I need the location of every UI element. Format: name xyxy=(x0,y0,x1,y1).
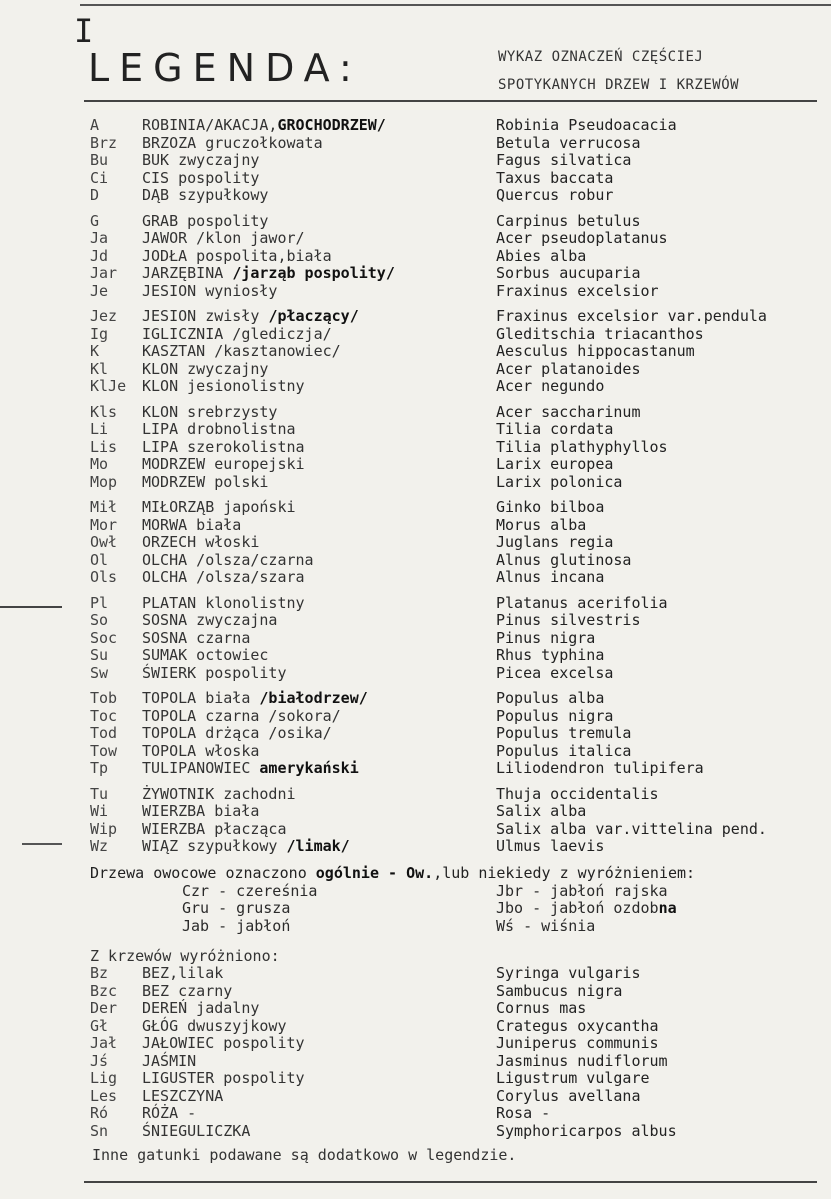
shrub-row xyxy=(0,1035,831,1053)
abbreviation: Les xyxy=(90,1086,118,1105)
shrub-row xyxy=(0,1000,831,1018)
abbreviation: Tob xyxy=(90,689,118,707)
latin-name: Pinus silvestris xyxy=(496,611,641,629)
polish-name: LESZCZYNA xyxy=(142,1086,224,1105)
shrub-row xyxy=(0,1088,831,1106)
abbreviation: Jez xyxy=(90,307,118,325)
abbreviation: Soc xyxy=(90,628,118,647)
polish-name-text: ŚWIERK pospolity xyxy=(142,663,287,682)
legend-row xyxy=(0,569,831,587)
polish-name xyxy=(142,534,259,552)
polish-name xyxy=(142,612,277,630)
polish-name-text: WIĄZ szypułkowy xyxy=(142,837,287,855)
legend-row xyxy=(0,283,831,301)
abbreviation: Kls xyxy=(90,402,118,421)
polish-name: RÓŻA - xyxy=(142,1104,197,1122)
fruit-right xyxy=(496,918,595,936)
polish-name: JAŁOWIEC pospolity xyxy=(142,1034,305,1052)
fruit-left: Jab - jabłoń xyxy=(182,916,291,935)
polish-name xyxy=(142,725,332,743)
latin-name: Populus nigra xyxy=(496,706,614,725)
latin-name: Abies alba xyxy=(496,246,587,265)
top-rule xyxy=(80,4,831,6)
abbreviation: Jd xyxy=(90,246,109,265)
tree-group xyxy=(0,499,831,587)
latin-name: Aesculus hippocastanum xyxy=(496,342,695,360)
abbreviation: Der xyxy=(90,999,118,1017)
polish-name xyxy=(142,343,341,361)
polish-name xyxy=(142,265,395,283)
latin-name: Acer pseudoplatanus xyxy=(496,229,668,247)
legend-row xyxy=(0,838,831,856)
latin-name: Populus alba xyxy=(496,689,605,707)
latin-name: Alnus incana xyxy=(496,568,605,586)
polish-name xyxy=(142,308,359,326)
latin-name: Carpinus betulus xyxy=(496,211,641,230)
polish-name-text: SUMAK octowiec xyxy=(142,646,269,664)
abbreviation: Owł xyxy=(90,533,118,551)
polish-name-text: OLCHA /olsza/czarna xyxy=(142,550,314,569)
fruit-row xyxy=(0,883,831,901)
latin-name: Tilia plathyphyllos xyxy=(496,437,668,456)
latin-name: Symphoricarpos albus xyxy=(496,1121,677,1140)
latin-name: Sambucus nigra xyxy=(496,981,623,1000)
latin-name: Sorbus aucuparia xyxy=(496,264,641,282)
legend-row xyxy=(0,265,831,283)
legend-row xyxy=(0,725,831,743)
abbreviation: Li xyxy=(90,420,109,438)
latin-name: Larix europea xyxy=(496,455,614,473)
abbreviation: Sn xyxy=(90,1121,109,1140)
fruit-left: Czr - czereśnia xyxy=(182,881,318,900)
latin-name: Ligustrum vulgare xyxy=(496,1069,650,1087)
polish-name xyxy=(142,326,332,344)
polish-name: BEZ czarny xyxy=(142,981,233,1000)
shrubs-heading: Z krzewów wyróżniono: xyxy=(90,947,280,965)
legend-row xyxy=(0,743,831,761)
legend-row xyxy=(0,534,831,552)
latin-name: Pinus nigra xyxy=(496,628,596,647)
subtitle-line-1: WYKAZ OZNACZEŃ CZĘŚCIEJ xyxy=(498,49,704,65)
abbreviation: Lis xyxy=(90,437,118,456)
polish-name xyxy=(142,248,332,266)
shrub-row xyxy=(0,1053,831,1071)
fruit-row xyxy=(0,918,831,936)
polish-name: GŁÓG dwuszyjkowy xyxy=(142,1016,287,1035)
polish-name xyxy=(142,170,259,188)
legend-row xyxy=(0,630,831,648)
fruit-right-text: Jbo - jabłoń ozdob xyxy=(496,899,659,917)
abbreviation: Jś xyxy=(90,1051,109,1070)
abbreviation: Mop xyxy=(90,472,118,491)
fruit-note xyxy=(90,864,831,883)
shrub-row xyxy=(0,1105,831,1123)
polish-name-text: JODŁA pospolita,biała xyxy=(142,246,332,265)
page-title: LEGENDA: xyxy=(88,46,362,90)
polish-name-text: KLON jesionolistny xyxy=(142,377,305,395)
abbreviation: K xyxy=(90,342,100,360)
latin-name: Larix polonica xyxy=(496,472,623,491)
polish-name xyxy=(142,439,305,457)
latin-name: Robinia Pseudoacacia xyxy=(496,116,677,134)
abbreviation: So xyxy=(90,611,109,629)
polish-name xyxy=(142,404,277,422)
fruit-right-text: Jbr - jabłoń rajska xyxy=(496,881,668,900)
legend-row xyxy=(0,803,831,821)
legend-row xyxy=(0,117,831,135)
polish-name-text: JARZĘBINA xyxy=(142,264,233,282)
latin-name: Salix alba var.vittelina pend. xyxy=(496,819,767,838)
abbreviation: Tu xyxy=(90,784,109,803)
tree-group xyxy=(0,595,831,683)
legend-row xyxy=(0,612,831,630)
latin-name: Picea excelsa xyxy=(496,663,614,682)
legend-row xyxy=(0,378,831,396)
abbreviation: Ró xyxy=(90,1104,109,1122)
polish-name xyxy=(142,187,268,205)
legend-row xyxy=(0,439,831,457)
tree-group xyxy=(0,213,831,301)
legend-row xyxy=(0,404,831,422)
legend-row xyxy=(0,361,831,379)
polish-name-emphasis: /jarząb pospolity/ xyxy=(232,264,395,282)
shrub-row xyxy=(0,983,831,1001)
abbreviation: Mił xyxy=(90,498,118,516)
polish-name xyxy=(142,838,350,856)
tree-group xyxy=(0,117,831,205)
tree-group xyxy=(0,690,831,778)
abbreviation: A xyxy=(90,116,100,134)
fruit-left: Gru - grusza xyxy=(182,899,291,917)
fruit-trees-section xyxy=(0,864,831,936)
latin-name: Acer platanoides xyxy=(496,359,641,378)
abbreviation: Bzc xyxy=(90,981,118,1000)
polish-name xyxy=(142,665,287,683)
polish-name-emphasis: /białodrzew/ xyxy=(259,689,368,707)
polish-name-text: CIS pospolity xyxy=(142,168,260,187)
shrubs-list xyxy=(0,965,831,1140)
legend-row xyxy=(0,760,831,778)
polish-name-text: ŻYWOTNIK zachodni xyxy=(142,784,296,803)
polish-name xyxy=(142,786,296,804)
abbreviation: Tp xyxy=(90,759,109,777)
polish-name-text: TOPOLA biała xyxy=(142,689,260,707)
shrub-row xyxy=(0,965,831,983)
legend-row xyxy=(0,821,831,839)
legend-row xyxy=(0,187,831,205)
legend-row xyxy=(0,230,831,248)
abbreviation: Brz xyxy=(90,133,118,152)
abbreviation: Lig xyxy=(90,1069,118,1087)
polish-name xyxy=(142,135,323,153)
abbreviation: Tow xyxy=(90,741,118,760)
polish-name-emphasis: amerykański xyxy=(259,759,359,777)
abbreviation: KlJe xyxy=(90,377,127,395)
latin-name: Juglans regia xyxy=(496,533,614,551)
polish-name xyxy=(142,690,368,708)
abbreviation: Wip xyxy=(90,819,118,838)
polish-name-text: JESION wyniosły xyxy=(142,281,278,300)
polish-name-text: SOSNA czarna xyxy=(142,628,251,647)
fruit-note-start: Drzewa owocowe oznaczono xyxy=(90,863,316,882)
legend-row xyxy=(0,326,831,344)
header-rule xyxy=(84,100,817,102)
latin-name: Crategus oxycantha xyxy=(496,1016,659,1035)
shrub-row xyxy=(0,1018,831,1036)
abbreviation: Ols xyxy=(90,568,118,586)
bottom-rule xyxy=(84,1181,817,1183)
abbreviation: Ol xyxy=(90,550,109,569)
polish-name-text: LIPA drobnolistna xyxy=(142,420,296,438)
legend-row xyxy=(0,170,831,188)
latin-name: Cornus mas xyxy=(496,999,587,1017)
polish-name xyxy=(142,569,305,587)
polish-name-text: OLCHA /olsza/szara xyxy=(142,568,305,586)
legend-row xyxy=(0,213,831,231)
polish-name-text: JESION zwisły xyxy=(142,307,269,325)
latin-name: Platanus acerifolia xyxy=(496,593,668,612)
abbreviation: Kl xyxy=(90,359,109,378)
polish-name xyxy=(142,456,305,474)
abbreviation: Ja xyxy=(90,229,109,247)
latin-name: Jasminus nudiflorum xyxy=(496,1051,668,1070)
latin-name: Gleditschia triacanthos xyxy=(496,324,704,343)
legend-row xyxy=(0,708,831,726)
abbreviation: Pl xyxy=(90,593,109,612)
polish-name-text: WIERZBA płacząca xyxy=(142,819,287,838)
legend-row xyxy=(0,517,831,535)
latin-name: Acer negundo xyxy=(496,377,605,395)
abbreviation: G xyxy=(90,211,100,230)
polish-name xyxy=(142,230,305,248)
fruit-right xyxy=(496,883,668,901)
latin-name: Populus tremula xyxy=(496,724,632,742)
polish-name-text: DĄB szypułkowy xyxy=(142,186,269,204)
polish-name xyxy=(142,821,287,839)
latin-name: Fraxinus excelsior var.pendula xyxy=(496,307,767,325)
polish-name xyxy=(142,361,268,379)
abbreviation: Ci xyxy=(90,168,109,187)
polish-name xyxy=(142,117,386,135)
polish-name-emphasis: GROCHODRZEW/ xyxy=(277,116,386,134)
latin-name: Syringa vulgaris xyxy=(496,964,641,982)
page-number: I xyxy=(74,12,94,50)
latin-name: Quercus robur xyxy=(496,186,614,204)
fruit-note-end: ,lub niekiedy z wyróżnieniem: xyxy=(433,863,696,882)
fruit-right-text: Wś - wiśnia xyxy=(496,916,596,935)
polish-name: ŚNIEGULICZKA xyxy=(142,1121,251,1140)
polish-name xyxy=(142,378,305,396)
fruit-right xyxy=(496,900,677,918)
latin-name: Betula verrucosa xyxy=(496,133,641,152)
legend-row xyxy=(0,499,831,517)
polish-name-text: KLON zwyczajny xyxy=(142,359,269,378)
polish-name xyxy=(142,499,296,517)
legend-row xyxy=(0,135,831,153)
polish-name-text: MIŁORZĄB japoński xyxy=(142,498,296,516)
abbreviation: Wz xyxy=(90,837,109,855)
abbreviation: Toc xyxy=(90,706,118,725)
polish-name-text: TOPOLA włoska xyxy=(142,741,260,760)
legend-row xyxy=(0,665,831,683)
latin-name: Fagus silvatica xyxy=(496,151,632,169)
abbreviation: Su xyxy=(90,646,109,664)
polish-name-text: MODRZEW europejski xyxy=(142,455,305,473)
polish-name-text: ORZECH włoski xyxy=(142,533,260,551)
subtitle-line-2: SPOTYKANYCH DRZEW I KRZEWÓW xyxy=(498,77,740,93)
legend-row xyxy=(0,552,831,570)
legend-row xyxy=(0,248,831,266)
abbreviation: Tod xyxy=(90,724,118,742)
polish-name-emphasis: /płaczący/ xyxy=(268,307,359,325)
polish-name-text: GRAB pospolity xyxy=(142,211,269,230)
polish-name-text: TULIPANOWIEC xyxy=(142,759,260,777)
tree-group xyxy=(0,404,831,492)
latin-name: Taxus baccata xyxy=(496,168,614,187)
polish-name xyxy=(142,283,277,301)
abbreviation: Wi xyxy=(90,802,109,820)
polish-name xyxy=(142,803,259,821)
polish-name-text: TOPOLA drżąca /osika/ xyxy=(142,724,332,742)
latin-name: Rhus typhina xyxy=(496,646,605,664)
latin-name: Acer saccharinum xyxy=(496,402,641,421)
latin-name: Liliodendron tulipifera xyxy=(496,759,704,777)
footer-note: Inne gatunki podawane są dodatkowo w legendzie. xyxy=(92,1146,517,1164)
polish-name-text: TOPOLA czarna /sokora/ xyxy=(142,706,341,725)
legend-row xyxy=(0,690,831,708)
legend-row xyxy=(0,308,831,326)
polish-name xyxy=(142,552,314,570)
latin-name: Thuja occidentalis xyxy=(496,784,659,803)
abbreviation: Mor xyxy=(90,515,118,534)
legend-content xyxy=(0,117,831,1140)
polish-name-text: SOSNA zwyczajna xyxy=(142,611,278,629)
polish-name xyxy=(142,152,259,170)
polish-name-text: MORWA biała xyxy=(142,515,242,534)
polish-name-emphasis: /limak/ xyxy=(286,837,350,855)
fruit-row xyxy=(0,900,831,918)
shrub-row xyxy=(0,1070,831,1088)
polish-name xyxy=(142,630,250,648)
polish-name xyxy=(142,647,268,665)
legend-row xyxy=(0,152,831,170)
polish-name: LIGUSTER pospolity xyxy=(142,1069,305,1087)
polish-name xyxy=(142,474,268,492)
latin-name: Morus alba xyxy=(496,515,587,534)
polish-name xyxy=(142,595,305,613)
polish-name-text: WIERZBA biała xyxy=(142,802,260,820)
legend-row xyxy=(0,595,831,613)
fruit-right-emphasis: na xyxy=(658,899,677,917)
shrub-row xyxy=(0,1123,831,1141)
legend-row xyxy=(0,421,831,439)
abbreviation: Mo xyxy=(90,455,109,473)
polish-name-text: LIPA szerokolistna xyxy=(142,437,305,456)
polish-name xyxy=(142,743,259,761)
polish-name: JAŚMIN xyxy=(142,1051,197,1070)
latin-name: Rosa - xyxy=(496,1104,551,1122)
latin-name: Juniperus communis xyxy=(496,1034,659,1052)
abbreviation: Gł xyxy=(90,1016,109,1035)
legend-row xyxy=(0,456,831,474)
legend-row xyxy=(0,474,831,492)
abbreviation: Jał xyxy=(90,1034,118,1052)
polish-name-text: IGLICZNIA /glediczja/ xyxy=(142,324,332,343)
polish-name-text: KLON srebrzysty xyxy=(142,402,278,421)
tree-group xyxy=(0,786,831,856)
polish-name: DEREŃ jadalny xyxy=(142,999,260,1017)
polish-name-text: PLATAN klonolistny xyxy=(142,593,305,612)
polish-name xyxy=(142,421,296,439)
abbreviation: Je xyxy=(90,281,109,300)
abbreviation: Bz xyxy=(90,964,109,982)
polish-name-text: BRZOZA gruczołkowata xyxy=(142,133,323,152)
polish-name: BEZ,lilak xyxy=(142,964,224,982)
abbreviation: Sw xyxy=(90,663,109,682)
abbreviation: Jar xyxy=(90,264,118,282)
abbreviation: D xyxy=(90,186,100,204)
latin-name: Tilia cordata xyxy=(496,420,614,438)
polish-name-text: KASZTAN /kasztanowiec/ xyxy=(142,342,341,360)
latin-name: Ulmus laevis xyxy=(496,837,605,855)
polish-name-text: MODRZEW polski xyxy=(142,472,269,491)
polish-name xyxy=(142,213,268,231)
tree-group xyxy=(0,308,831,396)
legend-row xyxy=(0,343,831,361)
polish-name-text: JAWOR /klon jawor/ xyxy=(142,229,305,247)
polish-name-text: ROBINIA/AKACJA, xyxy=(142,116,278,134)
latin-name: Ginko bilboa xyxy=(496,498,605,516)
fruit-list xyxy=(0,883,831,936)
latin-name: Salix alba xyxy=(496,802,587,820)
latin-name: Fraxinus excelsior xyxy=(496,281,659,300)
polish-name xyxy=(142,760,359,778)
latin-name: Corylus avellana xyxy=(496,1086,641,1105)
legend-row xyxy=(0,786,831,804)
latin-name: Alnus glutinosa xyxy=(496,550,632,569)
polish-name xyxy=(142,517,241,535)
abbreviation: Ig xyxy=(90,324,109,343)
abbreviation: Bu xyxy=(90,151,109,169)
polish-name-text: BUK zwyczajny xyxy=(142,151,260,169)
latin-name: Populus italica xyxy=(496,741,632,760)
polish-name xyxy=(142,708,341,726)
fruit-note-bold: ogólnie - Ow. xyxy=(315,863,434,882)
legend-row xyxy=(0,647,831,665)
trees-list xyxy=(0,117,831,856)
